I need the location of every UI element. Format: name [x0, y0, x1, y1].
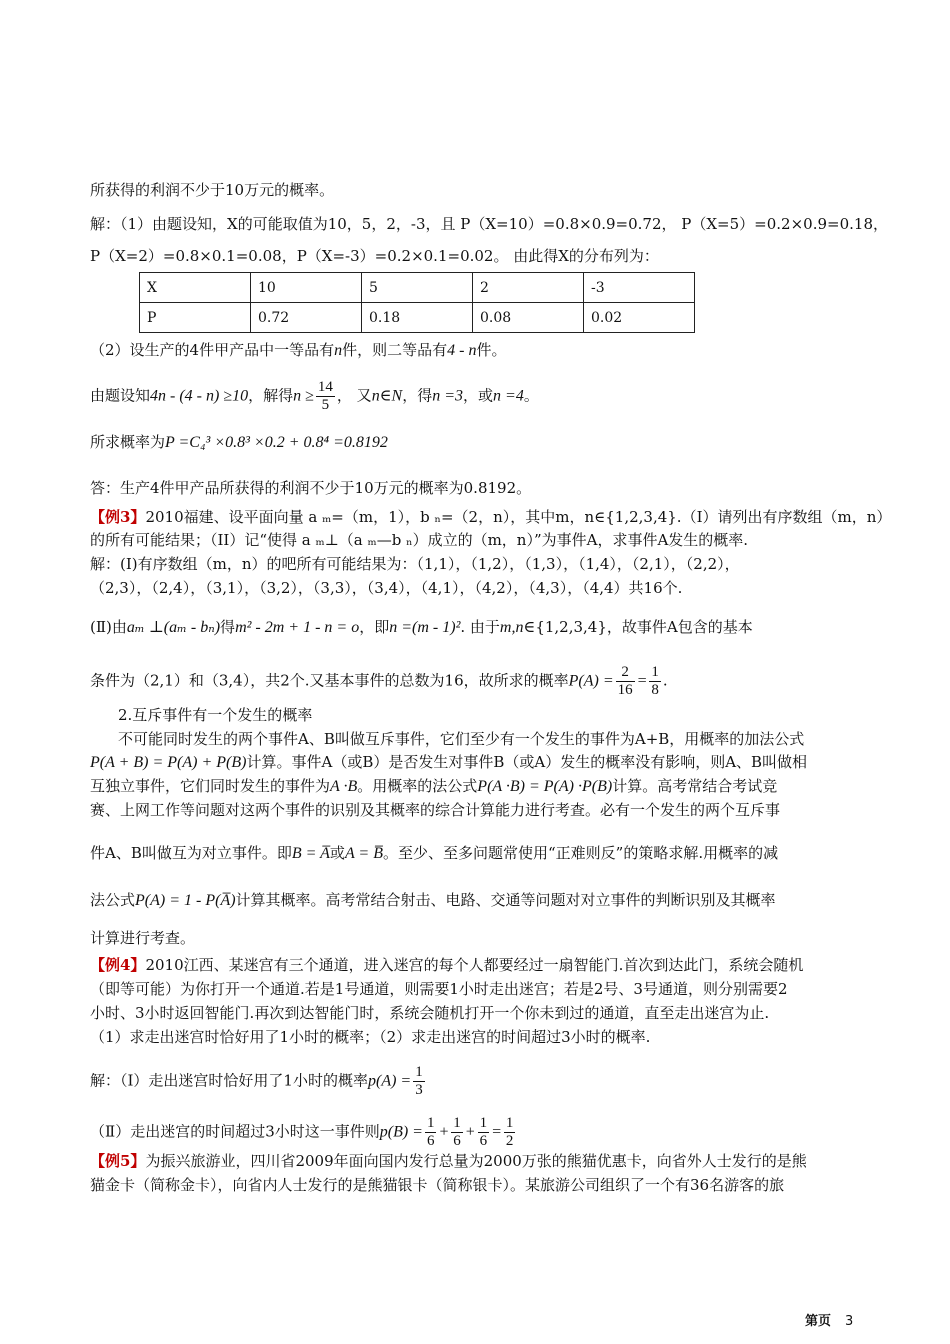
page-footer [805, 1310, 853, 1329]
text-line: （2,3），（2,4），（3,1），（3,2），（3,3），（3,4），（4,1），（4,2），（4,3），（4,4）共16个. [90, 579, 683, 597]
table-cell: 10 [251, 273, 362, 303]
page-number: 3 [845, 1314, 854, 1329]
text-line: P（X=2）=0.8×0.1=0.08，P（X=-3）=0.2×0.1=0.02。 由此得X的分布列为： [90, 247, 659, 265]
table-cell: -3 [584, 273, 695, 303]
table-row [140, 303, 695, 333]
text-line: 条件为（2,1）和（3,4），共2个.又基本事件的总数为16，故所求的概率P(A) = $\frac{2}{16}$ = $\frac{1}{8}$ . [90, 664, 668, 698]
text-line: （Ⅱ）走出迷宫的时间超过3小时这一事件则p(B) = $\frac{1}{6}$ + $\frac{1}{6}$ + $\frac{1}{6}$ = $\frac{1}{2}$ [90, 1115, 514, 1149]
text-line: （1）求走出迷宫时恰好用了1小时的概率；（2）求走出迷宫的时间超过3小时的概率. [90, 1028, 651, 1046]
table-cell: X [140, 273, 251, 303]
text-line: 所获得的利润不少于10万元的概率。 [90, 181, 335, 199]
text-line: 小时、3小时返回智能门.再次到达智能门时，系统会随机打开一个你未到过的通道，直至走出迷宫为止. [90, 1004, 770, 1022]
section-heading: 2.互斥事件有一个发生的概率 [118, 706, 313, 724]
text-line: 【例5】为振兴旅游业，四川省2009年面向国内发行总量为2000万张的熊猫优惠卡，向省外人士发行的是熊 [90, 1152, 807, 1170]
text-line: 法公式P(A) = 1 - P(A̅)计算其概率。高考常结合射击、电路、交通等问题对对立事件的判断识别及其概率 [90, 891, 776, 909]
fraction: $\frac{1}{2}$ [505, 1115, 514, 1149]
example-tag: 【例3】 [90, 508, 146, 526]
text-line: (Ⅱ)由aₘ ⊥(aₘ - bₙ)得m² - 2m + 1 - n = o，即n =(m - 1)². 由于m,n∈{1,2,3,4}，故事件A包含的基本 [90, 618, 753, 636]
text-line: 所求概率为P =C₄³ ×0.8³ ×0.2 + 0.8⁴ =0.8192 [90, 433, 388, 451]
text-line: 猫金卡（简称金卡），向省内人士发行的是熊猫银卡（简称银卡）。某旅游公司组织了一个有36名游客的旅 [90, 1176, 785, 1194]
text-line: 答：生产4件甲产品所获得的利润不少于10万元的概率为0.8192。 [90, 479, 532, 497]
footer-label: 第页 [805, 1314, 832, 1329]
fraction: $\frac{14}{5}$ [317, 379, 333, 413]
fraction: $\frac{1}{6}$ [479, 1115, 488, 1149]
fraction: $\frac{1}{3}$ [415, 1064, 423, 1098]
text-line: 由题设知4n - (4 - n) ≥10，解得n ≥ $\frac{14}{5}$ ， 又n∈N，得n =3，或n =4。 [90, 379, 539, 413]
table-cell: 5 [362, 273, 473, 303]
text-line: 计算进行考查。 [90, 929, 196, 947]
fraction: $\frac{1}{6}$ [453, 1115, 461, 1149]
text-line: 赛、上网工作等问题对这两个事件的识别及其概率的综合计算能力进行考查。必有一个发生的两个互斥事 [90, 801, 781, 819]
table-cell: P [140, 303, 251, 333]
text-line: 互独立事件，它们同时发生的事件为A ·B。用概率的法公式P(A ·B) = P(A) ·P(B)计算。高考常结合考试竞 [90, 777, 778, 795]
text-line: 解：（Ⅰ）走出迷宫时恰好用了1小时的概率p(A) = $\frac{1}{3}$ [90, 1064, 423, 1098]
text-line: 的所有可能结果；（II）记“使得 a ₘ⊥（a ₘ—b ₙ）成立的（m，n）”为事件A，求事件A发生的概率. [90, 531, 749, 549]
distribution-table [139, 272, 695, 333]
text-line: 件A、B叫做互为对立事件。即B = A̅或A = B̅。至少、至多问题常使用“正难则反”的策略求解.用概率的减 [90, 844, 779, 862]
fraction: $\frac{2}{16}$ [617, 664, 633, 698]
table-cell: 2 [473, 273, 584, 303]
table-cell: 0.02 [584, 303, 695, 333]
table-row [140, 273, 695, 303]
fraction: $\frac{1}{6}$ [426, 1115, 435, 1149]
text-line: 解：(Ⅰ)有序数组（m，n）的吧所有可能结果为：（1,1），（1,2），（1,3），（1,4），（2,1），（2,2）， [90, 555, 740, 573]
text-line: 解：（1）由题设知，X的可能取值为10，5，2，-3，且 P（X=10）=0.8×0.9=0.72， P（X=5）=0.2×0.9=0.18， [90, 215, 888, 233]
text-line: 【例3】2010福建、设平面向量 a ₘ=（m，1），b ₙ=（2，n），其中m，n∈{1,2,3,4}.（I）请列出有序数组（m，n） [90, 508, 892, 526]
text-line: P(A + B) = P(A) + P(B)计算。事件A（或B）是否发生对事件B（或A）发生的概率没有影响，则A、B叫做相 [90, 753, 808, 771]
example-tag: 【例5】 [90, 1152, 146, 1170]
table-cell: 0.08 [473, 303, 584, 333]
fraction: $\frac{1}{8}$ [651, 664, 659, 698]
example-tag: 【例4】 [90, 956, 146, 974]
text-line: （2）设生产的4件甲产品中一等品有n件，则二等品有4 - n件。 [90, 341, 507, 359]
text-line: （即等可能）为你打开一个通道.若是1号通道，则需要1小时走出迷宫；若是2号、3号通道，则分别需要2 [90, 980, 788, 998]
table-cell: 0.72 [251, 303, 362, 333]
text-line: 不可能同时发生的两个事件A、B叫做互斥事件，它们至少有一个发生的事件为A+B，用概率的加法公式 [118, 730, 805, 748]
table-cell: 0.18 [362, 303, 473, 333]
text-line: 【例4】2010江西、某迷宫有三个通道，进入迷宫的每个人都要经过一扇智能门.首次到达此门，系统会随机 [90, 956, 804, 974]
